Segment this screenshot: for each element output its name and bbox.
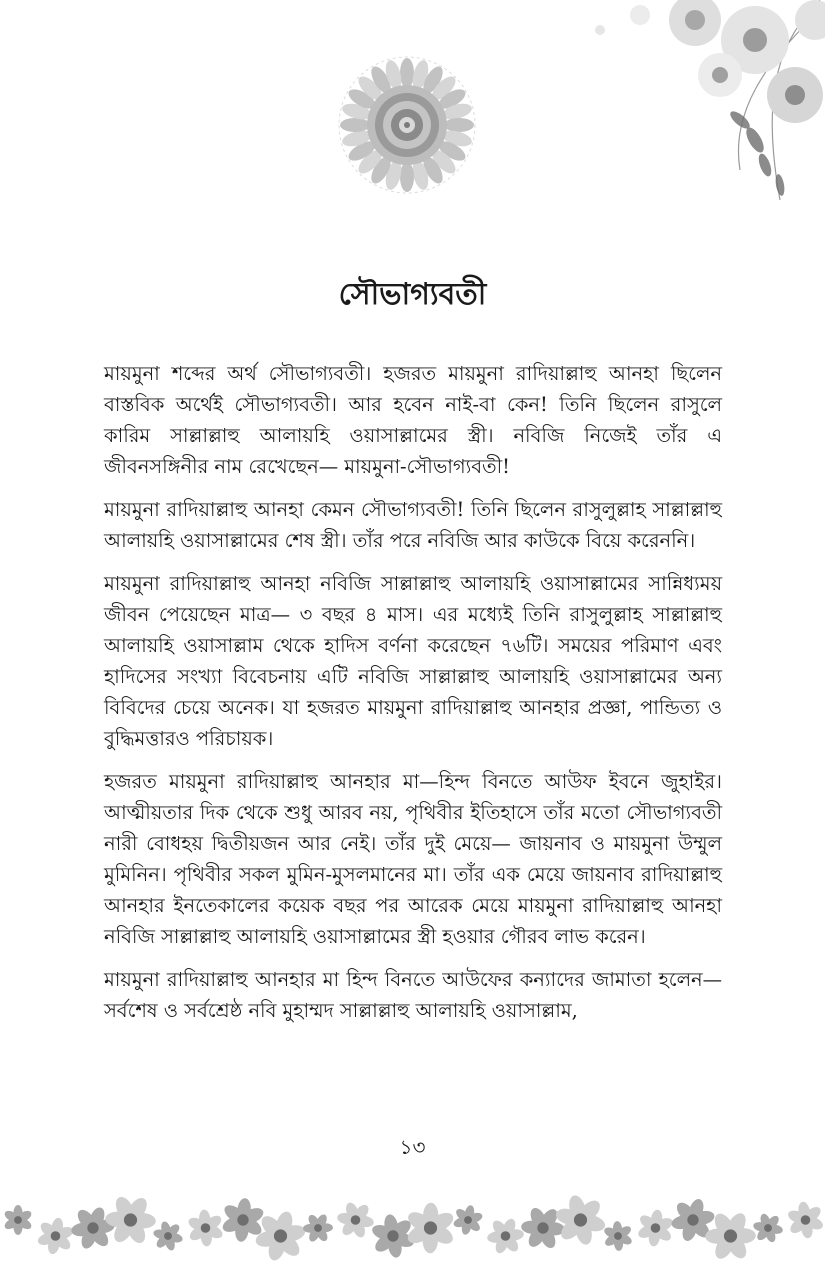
border-flower xyxy=(303,1213,333,1244)
mandala-ornament xyxy=(336,54,478,196)
mandala-petal xyxy=(400,162,414,192)
bottom-floral-border xyxy=(0,1183,825,1275)
border-flower xyxy=(752,1212,783,1243)
border-flower xyxy=(786,1201,824,1239)
border-flower xyxy=(70,1205,115,1251)
border-flower xyxy=(186,1209,224,1247)
page-title: সৌভাগ্যবতী xyxy=(338,277,487,312)
corner-floral-ornament xyxy=(580,0,825,220)
paragraph: মায়মুনা রাদিয়াল্লাহু আনহার মা হিন্দ বিনতে আউফের কন্যাদের জামাতা হলেন— সর্বশেষ ও সর্বশ্রেষ্ঠ নবি মুহাম্মদ সাল্লাল্লাহু আলায়হি ওয়াসাল্লাম, xyxy=(104,968,722,1022)
paragraph: মায়মুনা রাদিয়াল্লাহু আনহা নবিজি সাল্লাল্লাহু আলায়হি ওয়াসাল্লামের সান্নিধ্যময় জীবন পেয়েছেন মাত্র— ৩ বছর ৪ মাস। এর মধ্যেই তিনি রাসুলুল্লাহ সাল্লাল্লাহু আলায়হি ওয়াসাল্লাম থেকে হাদিস বর্ণনা করেছেন ৭৬টি। সময়ের পরিমাণ এবং হাদিসের সংখ্যা বিবেচনায় এটি নবিজি সাল্লাল্লাহু আলায়হি ওয়াসাল্লামের অন্য বিবিদের চেয়ে অনেক। যা হজরত মায়মুনা রাদিয়াল্লাহু আনহার প্রজ্ঞা, পান্ডিত্য ও বুদ্ধিমত্তারও পরিচায়ক। xyxy=(104,572,722,750)
paragraph: মায়মুনা শব্দের অর্থ সৌভাগ্যবতী। হজরত মায়মুনা রাদিয়াল্লাহু আনহা ছিলেন বাস্তবিক অর্থেই সৌভাগ্যবতী। আর হবেন নাই-বা কেন! তিনি ছিলেন রাসুলে কারিম সাল্লাল্লাহু আলায়হি ওয়াসাল্লামের স্ত্রী। নবিজি নিজেই তাঁর এ জীবনসঙ্গিনীর নাম রেখেছেন— মায়মুনা-সৌভাগ্যবতী! xyxy=(104,362,722,478)
border-flower xyxy=(636,1209,674,1247)
mandala-petal xyxy=(400,58,414,88)
border-flower xyxy=(554,1194,607,1247)
border-flower xyxy=(603,1221,634,1251)
mandala-petal xyxy=(340,118,370,132)
border-flower xyxy=(36,1217,74,1255)
border-flower xyxy=(152,1220,183,1251)
border-flower xyxy=(254,1210,307,1263)
border-flower xyxy=(336,1201,374,1239)
border-flower xyxy=(452,1204,483,1235)
border-flower xyxy=(105,1194,156,1246)
paragraph: মায়মুনা রাদিয়াল্লাহু আনহা কেমন সৌভাগ্যবতী! তিনি ছিলেন রাসুলুল্লাহ সাল্লাল্লাহু আলায়হি ওয়াসাল্লামের শেষ স্ত্রী। তাঁর পরে নবিজি আর কাউকে বিয়ে করেননি। xyxy=(104,498,722,552)
page-number: ১৩ xyxy=(399,1135,426,1159)
border-flower xyxy=(487,1217,525,1255)
border-flower xyxy=(405,1203,457,1254)
mandala-petal xyxy=(444,118,474,132)
paragraph: হজরত মায়মুনা রাদিয়াল্লাহু আনহার মা—হিন্দ বিনতে আউফ ইবনে জুহাইর। আত্মীয়তার দিক থেকে শুধু আরব নয়, পৃথিবীর ইতিহাসে তাঁর মতো সৌভাগ্যবতী নারী বোধহয় দ্বিতীয়জন আর নেই। তাঁর দুই মেয়ে— জায়নাব ও মায়মুনা উম্মুল মুমিনিন। পৃথিবীর সকল মুমিন-মুসলমানের মা। তাঁর এক মেয়ে জায়নাব রাদিয়াল্লাহু আনহার ইনতেকালের কয়েক বছর পর আরেক মেয়ে মায়মুনা রাদিয়াল্লাহু আনহা নবিজি সাল্লাল্লাহু আলায়হি ওয়াসাল্লামের স্ত্রী হওয়ার গৌরব লাভ করেন। xyxy=(104,770,722,948)
body-text xyxy=(104,358,722,1038)
border-flower xyxy=(3,1205,33,1235)
